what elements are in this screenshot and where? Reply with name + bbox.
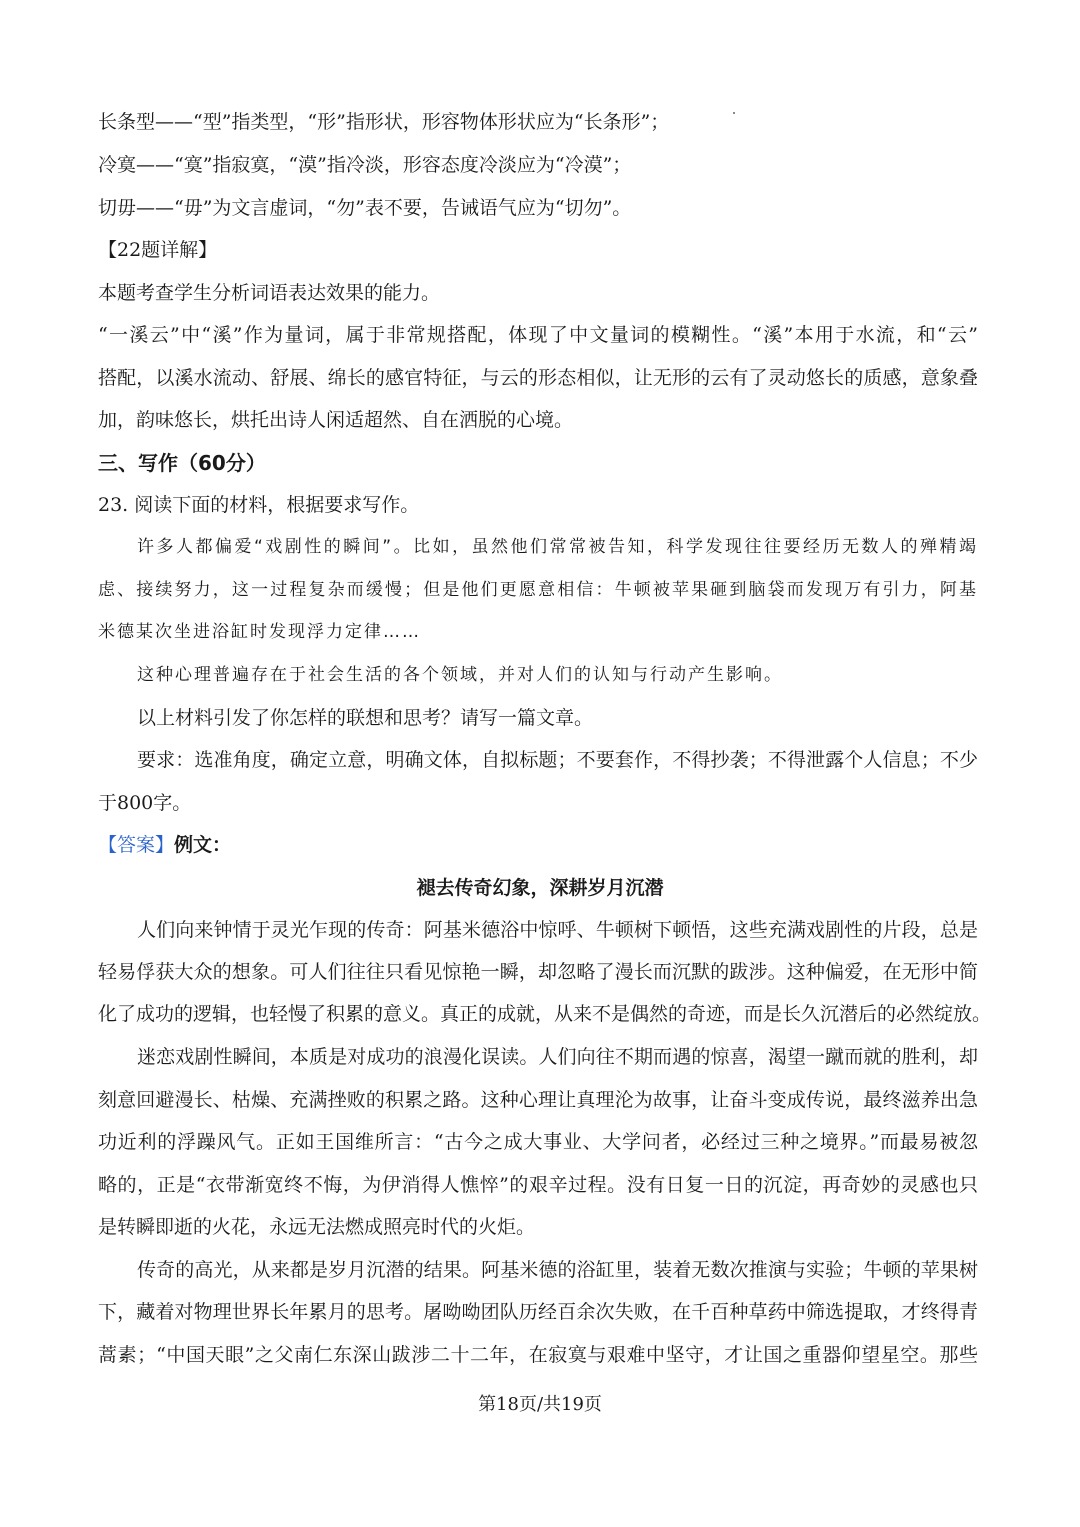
section-heading: 三、写作（60分） — [98, 451, 266, 475]
answer-line — [98, 830, 231, 860]
essay-line: 传奇的高光，从来都是岁月沉潜的结果。阿基米德的浴缸里，装着无数次推演与实验；牛顿的苹果树 — [137, 1259, 978, 1281]
essay-line: 化了成功的逻辑，也轻慢了积累的意义。真正的成就，从来不是偶然的奇迹，而是长久沉潜后的必然绽放。 — [98, 1003, 992, 1025]
text-line: 冷寞——“寞”指寂寞，“漠”指冷淡，形容态度冷淡应为“冷漠”； — [98, 154, 632, 176]
requirement-line: 要求：选准角度，确定立意，明确文体，自拟标题；不要套作，不得抄袭；不得泄露个人信息；不少 — [137, 749, 978, 771]
essay-line: 下，藏着对物理世界长年累月的思考。屠呦呦团队历经百余次失败，在千百种草药中筛选提取，才终得青 — [98, 1301, 978, 1323]
text-line: 切毋——“毋”为文言虚词，“勿”表不要，告诫语气应为“切勿”。 — [98, 197, 632, 219]
essay-line: 功近利的浮躁风气。正如王国维所言：“古今之成大事业、大学问者，必经过三种之境界。”而最易被忽 — [98, 1131, 978, 1153]
text-line: 长条型——“型”指类型，“形”指形状，形容物体形状应为“长条形”； — [98, 111, 670, 133]
requirement-line: 以上材料引发了你怎样的联想和思考？请写一篇文章。 — [137, 707, 594, 729]
text-line: 加，韵味悠长，烘托出诗人闲适超然、自在洒脱的心境。 — [98, 409, 574, 431]
answer-label: 例文： — [174, 834, 232, 856]
question-line: 23. 阅读下面的材料，根据要求写作。 — [98, 494, 420, 516]
essay-line: 轻易俘获大众的想象。可人们往往只看见惊艳一瞬，却忽略了漫长而沉默的跋涉。这种偏爱，在无形中简 — [98, 961, 978, 983]
essay-line: 刻意回避漫长、枯燥、充满挫败的积累之路。这种心理让真理沦为故事，让奋斗变成传说，最终滋养出急 — [98, 1089, 978, 1111]
essay-line: 人们向来钟情于灵光乍现的传奇：阿基米德浴中惊呼、牛顿树下顿悟，这些充满戏剧性的片段，总是 — [137, 919, 978, 941]
material-line: 许多人都偏爱“戏剧性的瞬间”。比如，虽然他们常常被告知，科学发现往往要经历无数人的殚精竭 — [137, 537, 978, 557]
essay-title: 褪去传奇幻象，深耕岁月沉潜 — [416, 877, 664, 899]
material-line: 米德某次坐进浴缸时发现浮力定律…… — [98, 622, 421, 642]
subsection-heading: 【22题详解】 — [98, 239, 218, 261]
page-footer: 第18页/共19页 — [478, 1394, 602, 1415]
text-line: 本题考查学生分析词语表达效果的能力。 — [98, 282, 441, 304]
material-line: 这种心理普遍存在于社会生活的各个领域，并对人们的认知与行动产生影响。 — [137, 665, 783, 685]
essay-line: 是转瞬即逝的火花，永远无法燃成照亮时代的火炬。 — [98, 1216, 536, 1238]
stray-dot — [733, 112, 735, 114]
essay-line: 迷恋戏剧性瞬间，本质是对成功的浪漫化误读。人们向往不期而遇的惊喜，渴望一蹴而就的胜利，却 — [137, 1046, 978, 1068]
text-line: “一溪云”中“溪”作为量词，属于非常规搭配，体现了中文量词的模糊性。“溪”本用于水流，和“云” — [98, 324, 978, 346]
essay-line: 略的，正是“衣带渐宽终不悔，为伊消得人憔悴”的艰辛过程。没有日复一日的沉淀，再奇妙的灵感也只 — [98, 1174, 978, 1196]
essay-line: 蒿素；“中国天眼”之父南仁东深山跋涉二十二年，在寂寞与艰难中坚守，才让国之重器仰望星空。那些 — [98, 1344, 978, 1366]
answer-tag: 【答案】 — [98, 834, 175, 856]
requirement-line: 于800字。 — [98, 792, 192, 814]
text-line: 搭配，以溪水流动、舒展、绵长的感官特征，与云的形态相似，让无形的云有了灵动悠长的质感，意象叠 — [98, 367, 978, 389]
material-line: 虑、接续努力，这一过程复杂而缓慢；但是他们更愿意相信：牛顿被苹果砸到脑袋而发现万有引力，阿基 — [98, 580, 978, 600]
